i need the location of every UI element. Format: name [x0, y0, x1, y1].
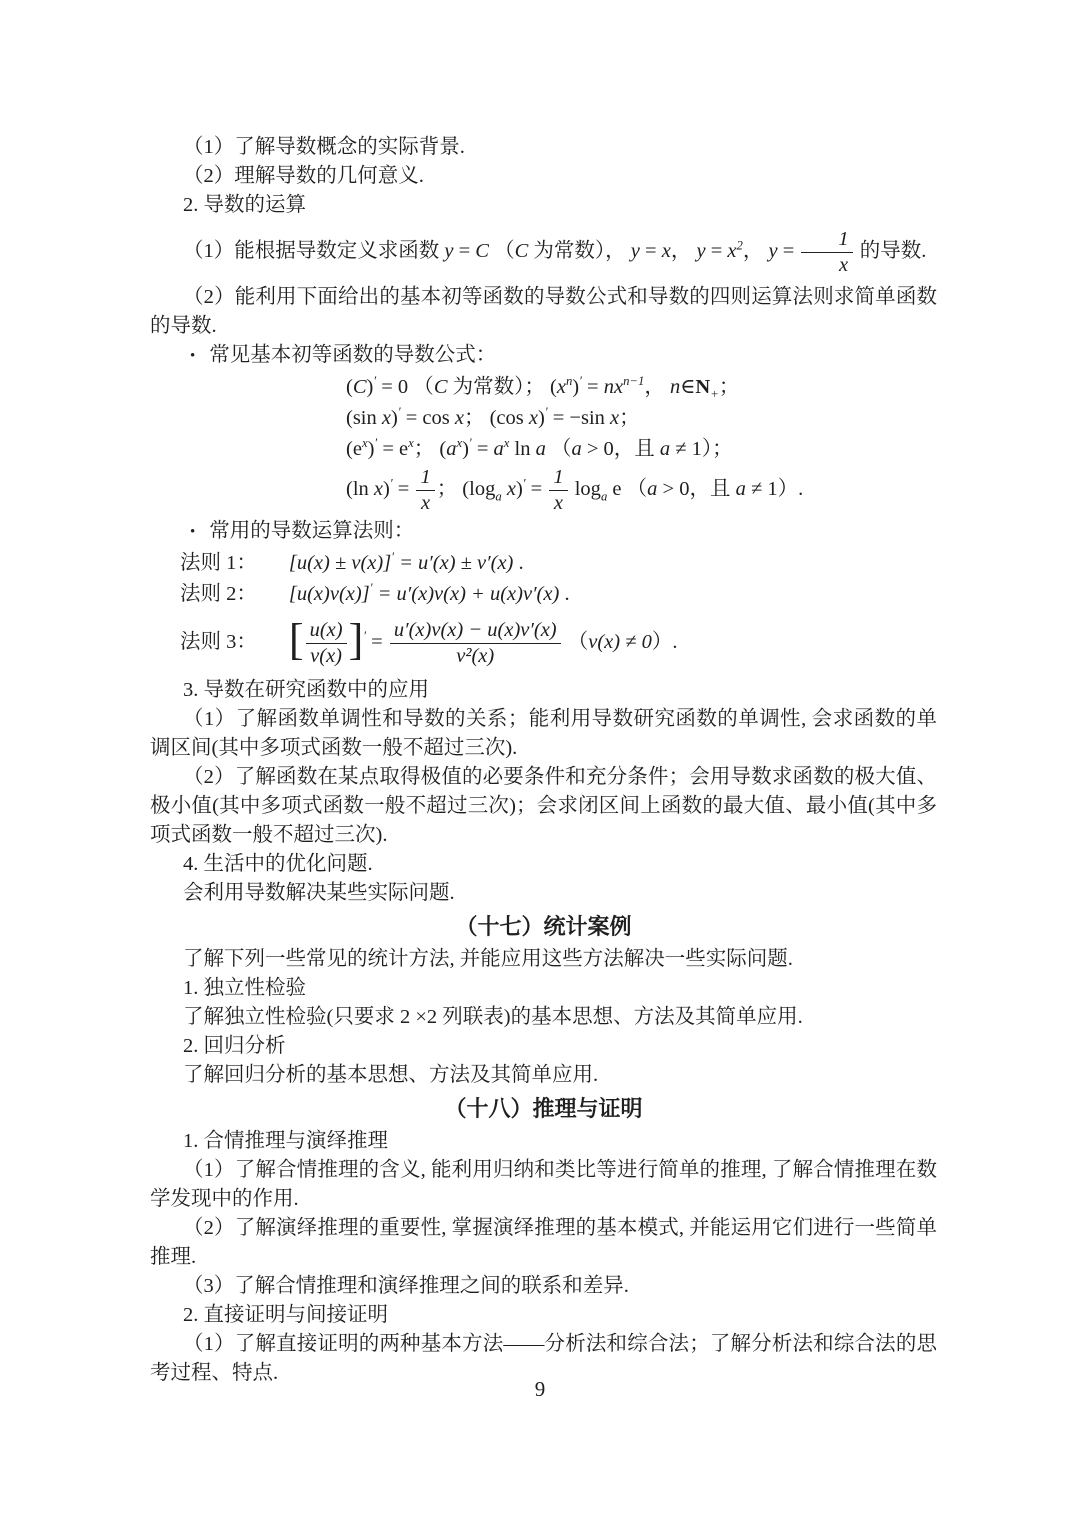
derivative-ops-title: 2. 导数的运算: [183, 194, 306, 216]
fraction: $\frac{u(x)}{v(x)}$: [304, 619, 349, 668]
reasoning-item-2: （2）了解演绎推理的重要性, 掌握演绎推理的基本模式, 并能运用它们进行一些简单推理.: [150, 1216, 937, 1268]
independence-test-item: 了解独立性检验(只要求 2 ×2 列联表)的基本思想、方法及其简单应用.: [183, 1005, 803, 1028]
derivative-ops-item-2: （2）能利用下面给出的基本初等函数的导数公式和导数的四则运算法则求简单函数的导数.: [150, 285, 937, 337]
stats-intro: 了解下列一些常见的统计方法, 并能应用这些方法解决一些实际问题.: [183, 947, 793, 970]
formulas-bullet-label: 常见基本初等函数的导数公式：: [209, 343, 497, 366]
formula-constant-power: (C)′ = 0 （C 为常数）； $(x^n)' = nx^{n-1}$， $n\in N_+$；: [346, 374, 740, 401]
direct-proof-item-1: （1）了解直接证明的两种基本方法——分析法和综合法；了解分析法和综合法的思考过程、特点.: [150, 1332, 937, 1384]
formula-logarithm: (ln x)′ = $\frac{1}{x}$ ； ($\log_a$ x)′ = $\frac{1}{x}$ $\log_a e$ （a > 0，且 a ≠ 1）.: [346, 465, 804, 514]
reasoning-item-3: （3）了解合情推理和演绎推理之间的联系和差异.: [183, 1274, 629, 1297]
rules-bullet-line: [150, 517, 937, 547]
rule-2-label: 法则 2：: [180, 582, 257, 605]
rule-1-expression: [u(x) ± v(x)]′ = u′(x) ± v′(x) .: [288, 549, 524, 574]
derivative-apps-item-1: （1）了解函数单调性和导数的关系；能利用导数研究函数的单调性, 会求函数的单调区间(其中多项式函数一般不超过三次).: [150, 707, 937, 759]
optimization-item: 会利用导数解决某些实际问题.: [183, 881, 455, 904]
rule-1-label: 法则 1：: [180, 551, 257, 574]
regression-title: 2. 回归分析: [183, 1034, 286, 1057]
direct-proof-title: 2. 直接证明与间接证明: [183, 1303, 388, 1326]
optimization-title: 4. 生活中的优化问题.: [183, 852, 373, 875]
derivative-formula-block: [346, 373, 937, 515]
plausible-reasoning-title: 1. 合情推理与演绎推理: [183, 1129, 388, 1152]
regression-item: 了解回归分析的基本思想、方法及其简单应用.: [183, 1063, 599, 1086]
page-number: 9: [534, 1377, 546, 1401]
big-bracket: [: [288, 615, 304, 665]
derivative-apps-title: 3. 导数在研究函数中的应用: [183, 678, 429, 701]
bullet-icon: •: [190, 347, 196, 364]
rule-3-expression: [ $\frac{u(x)}{v(x)}$ ]′ = $\frac{u'(x)v(x) - u(x)v'(x)}{\text{v²(x)}}$ （v(x) ≠ 0）.: [288, 615, 678, 667]
rule-2-expression: [u(x)v(x)]′ = u′(x)v(x) + u(x)v′(x) .: [288, 580, 570, 605]
section-heading-18-reasoning-proof: （十八）推理与证明: [444, 1095, 643, 1121]
derivative-rule-1: [150, 549, 937, 578]
derivative-ops-item-1: （1）能根据导数定义求函数 y = C （C 为常数）， y = x， $y = x^2$， y = $\frac{1}{x}$ 的导数.: [183, 228, 927, 276]
fraction: $\frac{1}{x}$: [414, 466, 436, 515]
derivative-rule-3: [150, 615, 937, 668]
formula-exponential: $(e^x)' = e^x$； $(a^x)' = a^x$ ln a （a > 0，且 a ≠ 1）；: [346, 436, 733, 460]
big-bracket: ]: [348, 615, 364, 665]
section-heading-17-statistics-cases: （十七）统计案例: [455, 913, 632, 939]
bullet-icon: •: [190, 523, 196, 540]
derivative-concept-item-2: （2）理解导数的几何意义.: [183, 165, 424, 187]
fraction: $\frac{u'(x)v(x) - u(x)v'(x)}{\text{v²(x)}}$: [388, 619, 563, 668]
derivative-apps-item-2: （2）了解函数在某点取得极值的必要条件和充分条件；会用导数求函数的极大值、极小值(其中多项式函数一般不超过三次)；会求闭区间上函数的最大值、最小值(其中多项式函数一般不超过三次).: [150, 765, 937, 846]
formula-sin-cos: (sin x)′ = cos x； (cos x)′ = −sin x；: [346, 405, 640, 429]
rules-bullet-label: 常用的导数运算法则：: [209, 519, 415, 542]
rule-3-label: 法则 3：: [180, 630, 257, 653]
fraction: $\frac{1}{x}$: [547, 466, 569, 515]
independence-test-title: 1. 独立性检验: [183, 976, 306, 999]
reasoning-item-1: （1）了解合情推理的含义, 能利用归纳和类比等进行简单的推理, 了解合情推理在数学发现中的作用.: [150, 1158, 937, 1210]
formulas-bullet-line: [150, 341, 937, 371]
derivative-rule-2: [150, 580, 937, 609]
fraction: $\frac{1}{x}$: [799, 228, 854, 277]
derivative-concept-item-1: （1）了解导数概念的实际背景.: [183, 136, 465, 158]
